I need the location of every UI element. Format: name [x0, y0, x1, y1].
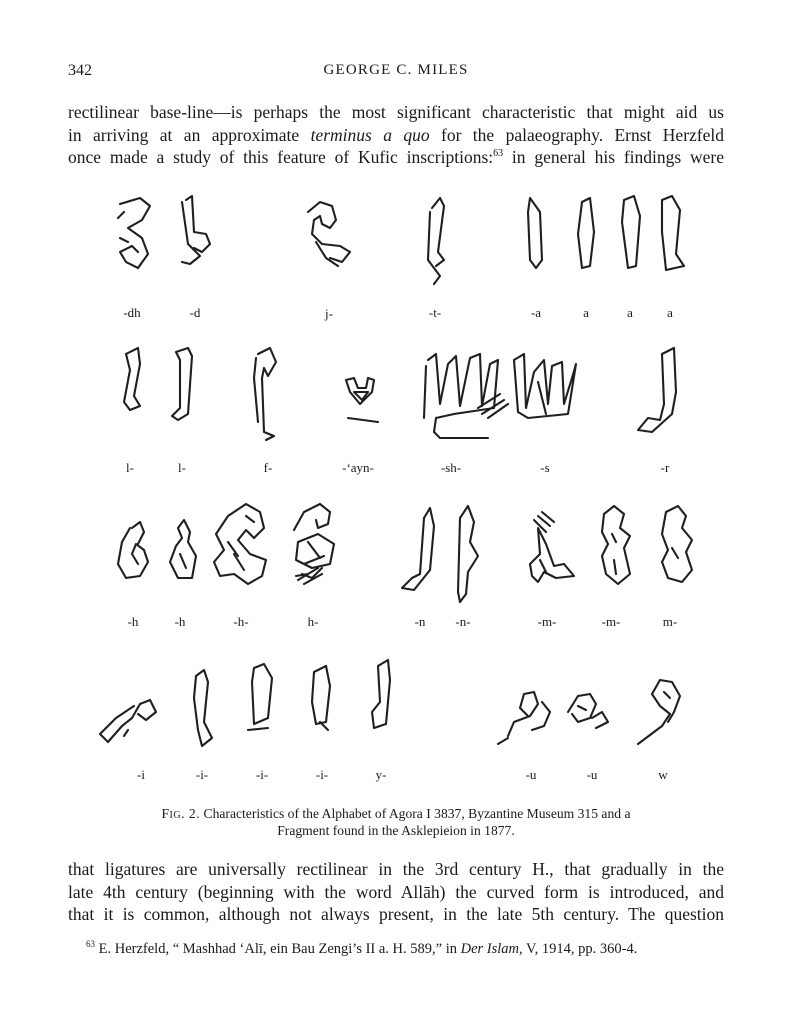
letter-d-drawing [182, 196, 210, 264]
text-segment: once made a study of this feature of Kufic inscriptions: [68, 147, 494, 167]
letter-h-4-drawing [294, 504, 334, 584]
letter-label: -‘ayn- [342, 460, 374, 475]
letter-i-1-drawing [100, 700, 156, 742]
letter-label: w [658, 767, 668, 782]
letter-label: f- [263, 460, 273, 475]
letter-label: -m- [601, 614, 621, 629]
figure-number: Fig. 2. [161, 806, 201, 821]
running-head [68, 62, 724, 88]
latin-term: terminus a quo [310, 124, 430, 145]
text-line [68, 101, 724, 124]
letter-dh-drawing [118, 198, 150, 268]
letter-m-1-drawing [530, 512, 574, 582]
journal-title: Der Islam, [460, 941, 523, 957]
letter-r-drawing [638, 348, 676, 432]
letter-m-3-drawing [662, 506, 692, 582]
letter-w-drawing [638, 680, 680, 744]
letter-label: -dh [123, 305, 141, 320]
running-title: GEORGE C. MILES [323, 62, 469, 78]
letter-h-2-drawing [170, 520, 196, 578]
text-line [68, 146, 724, 169]
letter-a-2-drawing [578, 198, 594, 268]
letter-label: -i- [315, 767, 329, 782]
letter-y-drawing [372, 660, 390, 728]
letter-label: a [627, 305, 633, 320]
letter-label: m- [662, 614, 678, 629]
letter-label: -n- [455, 614, 471, 629]
letter-label: -sh- [440, 460, 462, 475]
caption-line: Fragment found in the Asklepieion in 1877. [277, 823, 515, 838]
text-line: late 4th century (beginning with the word Allāh) the curved form is introduced, and [68, 881, 724, 902]
letter-label: -d [189, 305, 201, 320]
letter-n-2-drawing [458, 506, 478, 602]
letter-l-1-drawing [124, 348, 140, 410]
letter-label: h- [307, 614, 319, 629]
letter-i-4-drawing [312, 666, 330, 730]
letter-a-1-drawing [528, 198, 542, 268]
letter-label: -h [127, 614, 139, 629]
figure-alphabet [68, 182, 724, 802]
letter-label: l- [178, 460, 186, 475]
letter-label: -i- [195, 767, 209, 782]
letter-i-2-drawing [194, 670, 212, 746]
letter-label: -h [174, 614, 186, 629]
page-number: 342 [68, 62, 92, 79]
footnote-text: V, 1914, pp. 360-4. [522, 941, 638, 957]
letter-label: y- [375, 767, 387, 782]
body-paragraph-top [68, 101, 724, 169]
text-line: that it is common, although not always present, in the late 5th century. The question [68, 904, 724, 924]
letter-u-1-drawing [498, 692, 550, 744]
letter-label: a [667, 305, 673, 320]
letter-i-3-drawing [248, 664, 272, 730]
letter-label: -i- [255, 767, 269, 782]
letter-label: -u [525, 767, 537, 782]
letter-label: a [583, 305, 589, 320]
footnote-reference[interactable]: 63 [493, 148, 504, 160]
letter-label: l- [126, 460, 134, 475]
text-segment: rectilinear base-line—is perhaps the most significant characteristic that might aid us [68, 102, 724, 122]
text-line: that ligatures are universally rectilinear in the 3rd century H., that gradually in the [68, 859, 724, 879]
letter-a-3-drawing [622, 196, 640, 268]
letter-label: -a [530, 305, 542, 320]
footnote-number: 63 [86, 939, 95, 950]
letter-label: -r [660, 460, 670, 475]
letter-label: -h- [233, 614, 249, 629]
letter-u-2-drawing [568, 694, 608, 728]
letter-l-2-drawing [172, 348, 192, 420]
letter-label: -t- [428, 305, 442, 320]
text-line [68, 124, 724, 147]
letter-s-drawing [514, 354, 576, 418]
letter-t-drawing [428, 198, 444, 284]
letter-j-drawing [308, 202, 350, 266]
caption-text: Characteristics of the Alphabet of Agora I 3837, Byzantine Museum 315 and a [203, 806, 631, 821]
text-segment: in arriving at an approximate [68, 124, 311, 145]
footnote [86, 941, 726, 958]
letter-h-3-drawing [214, 504, 266, 584]
letter-f-drawing [254, 348, 276, 440]
letter-ayn-drawing [346, 378, 378, 422]
text-segment: in general his findings were [503, 147, 724, 167]
kufic-letter-drawings [68, 182, 724, 802]
letter-label: j- [325, 306, 333, 321]
footnote-text: E. Herzfeld, “ Mashhad ‘Alī, ein Bau Zengi’s II a. H. 589,” in [95, 941, 461, 957]
body-paragraph-bottom [68, 858, 724, 926]
letter-label: -n [414, 614, 426, 629]
figure-caption [68, 805, 724, 839]
letter-label: -s [540, 460, 550, 475]
letter-m-2-drawing [602, 506, 630, 584]
letter-label: -u [586, 767, 598, 782]
letter-label: -i [137, 767, 145, 782]
letter-sh-drawing [424, 354, 508, 438]
letter-a-4-drawing [662, 196, 684, 270]
caption-line [68, 805, 724, 822]
letter-n-1-drawing [402, 508, 434, 590]
letter-h-1-drawing [118, 522, 148, 578]
letter-label: -m- [537, 614, 557, 629]
text-segment: for the palaeography. Ernst Herzfeld [429, 124, 724, 145]
